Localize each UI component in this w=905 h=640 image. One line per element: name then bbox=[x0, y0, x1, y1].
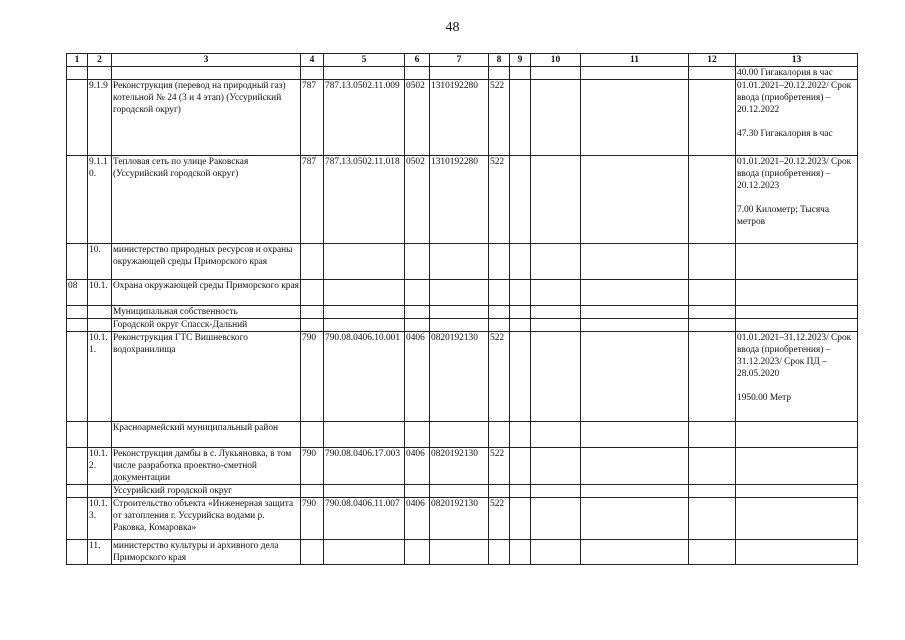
cell-col-7: 1310192280 bbox=[430, 156, 489, 244]
table-row bbox=[67, 485, 858, 498]
cell-col-13 bbox=[736, 422, 858, 448]
cell-col-3: Городской округ Спасск-Дальний bbox=[112, 319, 301, 332]
cell-col-1 bbox=[67, 80, 88, 156]
cell-col-11 bbox=[581, 485, 689, 498]
cell-col-12 bbox=[689, 67, 736, 80]
cell-col-11 bbox=[581, 156, 689, 244]
table-row bbox=[67, 498, 858, 540]
cell-col-10 bbox=[531, 540, 581, 565]
table-row bbox=[67, 280, 858, 306]
cell-col-8: 522 bbox=[489, 448, 510, 485]
col-header-6: 6 bbox=[405, 54, 430, 67]
cell-col-10 bbox=[531, 244, 581, 280]
cell-col-7 bbox=[430, 67, 489, 80]
cell-col-1 bbox=[67, 498, 88, 540]
cell-col-12 bbox=[689, 422, 736, 448]
cell-col-9 bbox=[510, 319, 531, 332]
cell-col-13 bbox=[736, 448, 858, 485]
col-header-1: 1 bbox=[67, 54, 88, 67]
cell-col-7: 0820192130 bbox=[430, 332, 489, 422]
cell-col-4: 787 bbox=[301, 156, 324, 244]
table-row bbox=[67, 540, 858, 565]
cell-col-1 bbox=[67, 540, 88, 565]
cell-col-7 bbox=[430, 540, 489, 565]
cell-col-4 bbox=[301, 306, 324, 319]
cell-col-6 bbox=[405, 540, 430, 565]
cell-col-12 bbox=[689, 244, 736, 280]
cell-col-8 bbox=[489, 422, 510, 448]
table-row bbox=[67, 332, 858, 422]
cell-col-1 bbox=[67, 319, 88, 332]
cell-col-4: 790 bbox=[301, 448, 324, 485]
cell-col-5: 787.13.0502.11.018 bbox=[324, 156, 405, 244]
cell-col-6: 0502 bbox=[405, 80, 430, 156]
cell-col-10 bbox=[531, 306, 581, 319]
cell-col-8: 522 bbox=[489, 498, 510, 540]
cell-col-3: Тепловая сеть по улице Раковская (Уссурийский городской округ) bbox=[112, 156, 301, 244]
cell-col-13: 01.01.2021–20.12.2023/ Срок ввода (приобретения) – 20.12.2023 7.00 Километр; Тысяча метров bbox=[736, 156, 858, 244]
cell-col-8: 522 bbox=[489, 80, 510, 156]
cell-col-5 bbox=[324, 244, 405, 280]
cell-col-4 bbox=[301, 67, 324, 80]
cell-col-13 bbox=[736, 280, 858, 306]
cell-col-3: Муниципальная собственность bbox=[112, 306, 301, 319]
cell-col-9 bbox=[510, 485, 531, 498]
cell-col-8 bbox=[489, 280, 510, 306]
table-row bbox=[67, 67, 858, 80]
cell-col-3: Реконструкция ГТС Вишневского водохранилища bbox=[112, 332, 301, 422]
cell-col-12 bbox=[689, 80, 736, 156]
cell-col-12 bbox=[689, 280, 736, 306]
cell-col-8 bbox=[489, 306, 510, 319]
cell-col-2 bbox=[88, 422, 112, 448]
cell-col-13 bbox=[736, 319, 858, 332]
cell-col-5: 790.08.0406.11.007 bbox=[324, 498, 405, 540]
cell-col-2: 10.1. 3. bbox=[88, 498, 112, 540]
table-row bbox=[67, 80, 858, 156]
table-row bbox=[67, 244, 858, 280]
col-header-10: 10 bbox=[531, 54, 581, 67]
cell-col-5: 787.13.0502.11.009 bbox=[324, 80, 405, 156]
cell-col-5: 790.08.0406.17.003 bbox=[324, 448, 405, 485]
cell-col-4 bbox=[301, 319, 324, 332]
cell-col-8 bbox=[489, 485, 510, 498]
cell-col-9 bbox=[510, 306, 531, 319]
cell-col-2: 10. bbox=[88, 244, 112, 280]
page-number: 48 bbox=[445, 20, 460, 35]
col-header-7: 7 bbox=[430, 54, 489, 67]
cell-col-3: министерство природных ресурсов и охраны окружающей среды Приморского края bbox=[112, 244, 301, 280]
cell-col-12 bbox=[689, 319, 736, 332]
cell-col-2 bbox=[88, 485, 112, 498]
cell-col-12 bbox=[689, 540, 736, 565]
cell-col-8 bbox=[489, 319, 510, 332]
cell-col-1 bbox=[67, 448, 88, 485]
cell-col-1 bbox=[67, 332, 88, 422]
cell-col-1 bbox=[67, 67, 88, 80]
cell-col-3 bbox=[112, 67, 301, 80]
cell-col-4: 790 bbox=[301, 332, 324, 422]
cell-col-7: 0820192130 bbox=[430, 448, 489, 485]
cell-col-3: Красноармейский муниципальный район bbox=[112, 422, 301, 448]
cell-col-4 bbox=[301, 540, 324, 565]
cell-col-9 bbox=[510, 280, 531, 306]
cell-col-8 bbox=[489, 67, 510, 80]
cell-col-11 bbox=[581, 67, 689, 80]
cell-col-5 bbox=[324, 280, 405, 306]
cell-col-6: 0406 bbox=[405, 448, 430, 485]
cell-col-3: Реконструкция дамбы в с. Лукьяновка, в том числе разработка проектно-сметной документации bbox=[112, 448, 301, 485]
cell-col-6 bbox=[405, 67, 430, 80]
cell-col-13 bbox=[736, 306, 858, 319]
cell-col-6: 0406 bbox=[405, 332, 430, 422]
cell-col-9 bbox=[510, 448, 531, 485]
cell-col-2: 9.1.1 0. bbox=[88, 156, 112, 244]
cell-col-13: 40.00 Гигакалория в час bbox=[736, 67, 858, 80]
table-row bbox=[67, 319, 858, 332]
cell-col-1 bbox=[67, 306, 88, 319]
cell-col-6 bbox=[405, 485, 430, 498]
cell-col-6: 0502 bbox=[405, 156, 430, 244]
col-header-4: 4 bbox=[301, 54, 324, 67]
cell-col-8: 522 bbox=[489, 156, 510, 244]
cell-col-2: 10.1. 1. bbox=[88, 332, 112, 422]
cell-col-6 bbox=[405, 306, 430, 319]
cell-col-13 bbox=[736, 540, 858, 565]
cell-col-3: Реконструкция (перевод на природный газ) котельной № 24 (3 и 4 этап) (Уссурийский городской округ) bbox=[112, 80, 301, 156]
table-row bbox=[67, 156, 858, 244]
cell-col-4 bbox=[301, 422, 324, 448]
cell-col-11 bbox=[581, 244, 689, 280]
cell-col-9 bbox=[510, 244, 531, 280]
cell-col-13 bbox=[736, 485, 858, 498]
cell-col-13 bbox=[736, 498, 858, 540]
cell-col-1 bbox=[67, 485, 88, 498]
cell-col-12 bbox=[689, 498, 736, 540]
cell-col-3: Охрана окружающей среды Приморского края bbox=[112, 280, 301, 306]
cell-col-11 bbox=[581, 319, 689, 332]
cell-col-10 bbox=[531, 280, 581, 306]
cell-col-8 bbox=[489, 540, 510, 565]
cell-col-11 bbox=[581, 80, 689, 156]
cell-col-5 bbox=[324, 422, 405, 448]
cell-col-2: 9.1.9 bbox=[88, 80, 112, 156]
col-header-3: 3 bbox=[112, 54, 301, 67]
col-header-13: 13 bbox=[736, 54, 858, 67]
cell-col-11 bbox=[581, 498, 689, 540]
cell-col-12 bbox=[689, 306, 736, 319]
cell-col-11 bbox=[581, 306, 689, 319]
cell-col-7 bbox=[430, 244, 489, 280]
cell-col-3: Уссурийский городской округ bbox=[112, 485, 301, 498]
cell-col-4 bbox=[301, 280, 324, 306]
cell-col-11 bbox=[581, 422, 689, 448]
cell-col-3: Строительство объекта «Инженерная защита от затопления г. Уссурийска водами р. Раковка, Комаровка» bbox=[112, 498, 301, 540]
cell-col-10 bbox=[531, 319, 581, 332]
cell-col-6: 0406 bbox=[405, 498, 430, 540]
cell-col-7 bbox=[430, 319, 489, 332]
col-header-5: 5 bbox=[324, 54, 405, 67]
cell-col-5: 790.08.0406.10.001 bbox=[324, 332, 405, 422]
cell-col-7: 0820192130 bbox=[430, 498, 489, 540]
cell-col-10 bbox=[531, 156, 581, 244]
cell-col-12 bbox=[689, 485, 736, 498]
cell-col-6 bbox=[405, 422, 430, 448]
cell-col-6 bbox=[405, 244, 430, 280]
col-header-9: 9 bbox=[510, 54, 531, 67]
cell-col-4: 787 bbox=[301, 80, 324, 156]
table-row bbox=[67, 306, 858, 319]
cell-col-6 bbox=[405, 280, 430, 306]
cell-col-9 bbox=[510, 67, 531, 80]
cell-col-13: 01.01.2021–20.12.2022/ Срок ввода (приобретения) – 20.12.2022 47.30 Гигакалория в час bbox=[736, 80, 858, 156]
col-header-11: 11 bbox=[581, 54, 689, 67]
cell-col-7 bbox=[430, 422, 489, 448]
cell-col-1 bbox=[67, 422, 88, 448]
cell-col-9 bbox=[510, 332, 531, 422]
cell-col-9 bbox=[510, 80, 531, 156]
cell-col-10 bbox=[531, 80, 581, 156]
cell-col-10 bbox=[531, 422, 581, 448]
cell-col-11 bbox=[581, 280, 689, 306]
cell-col-2 bbox=[88, 306, 112, 319]
cell-col-5 bbox=[324, 67, 405, 80]
cell-col-4 bbox=[301, 485, 324, 498]
cell-col-9 bbox=[510, 540, 531, 565]
cell-col-10 bbox=[531, 332, 581, 422]
cell-col-12 bbox=[689, 332, 736, 422]
cell-col-12 bbox=[689, 448, 736, 485]
cell-col-7: 1310192280 bbox=[430, 80, 489, 156]
col-header-8: 8 bbox=[489, 54, 510, 67]
col-header-2: 2 bbox=[88, 54, 112, 67]
cell-col-7 bbox=[430, 306, 489, 319]
cell-col-11 bbox=[581, 540, 689, 565]
cell-col-1 bbox=[67, 244, 88, 280]
col-header-12: 12 bbox=[689, 54, 736, 67]
cell-col-4: 790 bbox=[301, 498, 324, 540]
table-row bbox=[67, 448, 858, 485]
cell-col-10 bbox=[531, 485, 581, 498]
table-row bbox=[67, 422, 858, 448]
cell-col-10 bbox=[531, 498, 581, 540]
cell-col-5 bbox=[324, 485, 405, 498]
cell-col-9 bbox=[510, 498, 531, 540]
cell-col-2: 10.1. bbox=[88, 280, 112, 306]
cell-col-8: 522 bbox=[489, 332, 510, 422]
cell-col-1 bbox=[67, 156, 88, 244]
cell-col-11 bbox=[581, 448, 689, 485]
budget-table bbox=[66, 53, 858, 565]
cell-col-11 bbox=[581, 332, 689, 422]
cell-col-2 bbox=[88, 319, 112, 332]
cell-col-10 bbox=[531, 67, 581, 80]
cell-col-13: 01.01.2021–31.12.2023/ Срок ввода (приобретения) – 31.12.2023/ Срок ПД – 28.05.2020 1950.00 Метр bbox=[736, 332, 858, 422]
cell-col-2 bbox=[88, 67, 112, 80]
cell-col-12 bbox=[689, 156, 736, 244]
cell-col-10 bbox=[531, 448, 581, 485]
cell-col-7 bbox=[430, 280, 489, 306]
cell-col-8 bbox=[489, 244, 510, 280]
cell-col-9 bbox=[510, 422, 531, 448]
cell-col-7 bbox=[430, 485, 489, 498]
cell-col-5 bbox=[324, 306, 405, 319]
cell-col-2: 11. bbox=[88, 540, 112, 565]
cell-col-3: министерство культуры и архивного дела Приморского края bbox=[112, 540, 301, 565]
cell-col-5 bbox=[324, 319, 405, 332]
cell-col-1: 08 bbox=[67, 280, 88, 306]
cell-col-4 bbox=[301, 244, 324, 280]
cell-col-9 bbox=[510, 156, 531, 244]
cell-col-6 bbox=[405, 319, 430, 332]
header-row bbox=[67, 54, 858, 67]
cell-col-13 bbox=[736, 244, 858, 280]
cell-col-2: 10.1. 2. bbox=[88, 448, 112, 485]
cell-col-5 bbox=[324, 540, 405, 565]
